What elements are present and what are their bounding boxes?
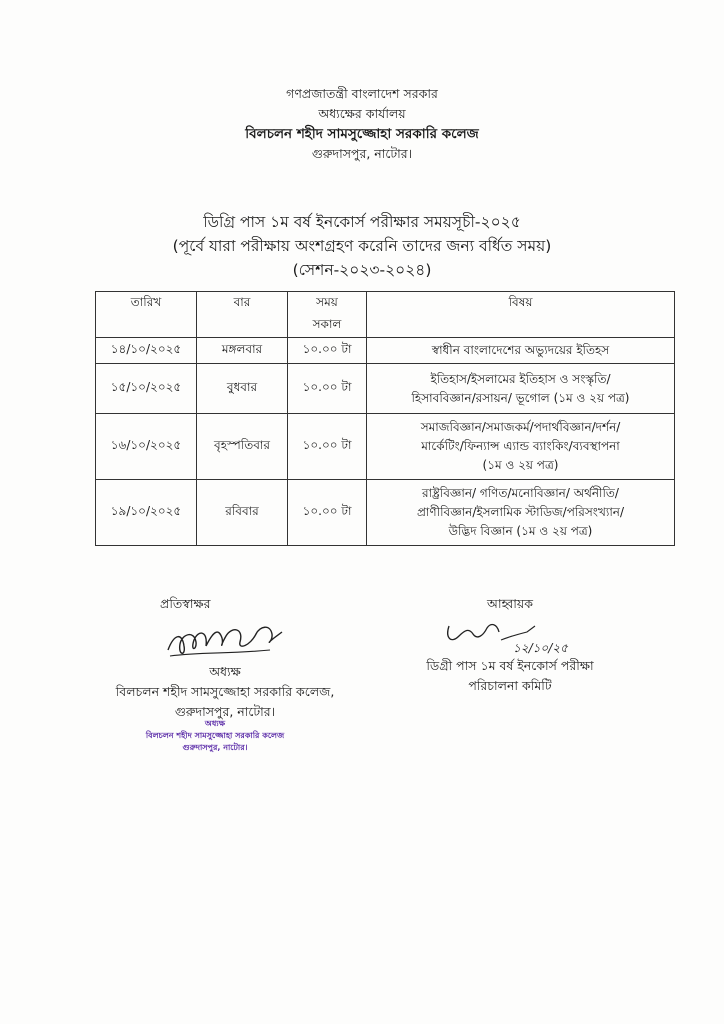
header-time xyxy=(288,292,367,338)
row-time: ১০.০০ টা xyxy=(288,480,367,546)
subject-line: ইতিহাস/ইসলামের ইতিহাস ও সংস্কৃতি/ xyxy=(430,371,611,386)
notice-subtitle: (পূর্বে যারা পরীক্ষায় অংশগ্রহণ করেনি তাদের জন্য বর্ধিত সময়) xyxy=(172,237,552,255)
countersign-block xyxy=(95,594,355,722)
header-day: বার xyxy=(197,292,288,338)
row-date: ১৪/১০/২০২৫ xyxy=(96,338,197,364)
college-address: গুরুদাসপুর, নাটোর। xyxy=(311,146,413,161)
convener-label: আহ্বায়ক xyxy=(487,596,533,611)
row-day: মঙ্গলবার xyxy=(197,338,288,364)
convener-block xyxy=(390,594,630,696)
principal-title: অধ্যক্ষ xyxy=(209,664,241,679)
government-line: গণপ্রজাতন্ত্রী বাংলাদেশ সরকার xyxy=(286,86,438,101)
table-row xyxy=(96,338,675,364)
row-day: বৃহস্পতিবার xyxy=(197,414,288,480)
letterhead xyxy=(0,84,724,164)
header-date: তারিখ xyxy=(96,292,197,338)
row-date: ১৫/১০/২০২৫ xyxy=(96,364,197,414)
subject-line: সমাজবিজ্ঞান/সমাজকর্ম/পদার্থবিজ্ঞান/দর্শন/ xyxy=(420,420,621,434)
subject-line: রাষ্ট্রবিজ্ঞান/ গণিত/মনোবিজ্ঞান/ অর্থনীতি/ xyxy=(422,486,619,500)
subject-line: হিসাববিজ্ঞান/রসায়ন/ ভূগোল (১ম ও ২য় পত্র) xyxy=(411,390,630,405)
row-date: ১৯/১০/২০২৫ xyxy=(96,480,197,546)
convener-signature-date: ১২/১০/২৫ xyxy=(513,641,568,655)
row-time: ১০.০০ টা xyxy=(288,338,367,364)
row-subject xyxy=(367,364,675,414)
table-row xyxy=(96,364,675,414)
office-stamp xyxy=(140,718,290,754)
office-line: অধ্যক্ষের কার্যালয় xyxy=(318,106,406,121)
subject-line: উদ্ভিদ বিজ্ঞান (১ম ও ২য় পত্র) xyxy=(448,524,593,538)
header-subject: বিষয় xyxy=(367,292,675,338)
subject-line: প্রাণীবিজ্ঞান/ইসলামিক স্টাডিজ/পরিসংখ্যান/ xyxy=(416,505,625,519)
row-date: ১৬/১০/২০২৫ xyxy=(96,414,197,480)
row-subject xyxy=(367,480,675,546)
convener-signature xyxy=(435,614,585,656)
header-time-sub: সকাল xyxy=(312,317,342,331)
stamp-address: গুরুদাসপুর, নাটোর। xyxy=(182,743,248,752)
stamp-title: অধ্যক্ষ xyxy=(204,719,226,728)
subject-line: স্বাধীন বাংলাদেশের অভ্যুদয়ের ইতিহস xyxy=(431,343,610,357)
table-row xyxy=(96,414,675,480)
session-line: (সেশন-২০২৩-২০২৪) xyxy=(292,261,432,279)
row-time: ১০.০০ টা xyxy=(288,364,367,414)
principal-signature xyxy=(160,616,290,662)
subject-line: মার্কেটিং/ফিন্যান্স এ্যান্ড ব্যাংকিং/ব্যবস্থাপনা xyxy=(421,439,620,453)
header-time-label: সময় xyxy=(316,295,338,309)
notice-titles xyxy=(0,210,724,282)
row-day: বুধবার xyxy=(197,364,288,414)
notice-title: ডিগ্রি পাস ১ম বর্ষ ইনকোর্স পরীক্ষার সময়সূচী-২০২৫ xyxy=(203,213,521,231)
row-time: ১০.০০ টা xyxy=(288,414,367,480)
principal-org: বিলচলন শহীদ সামসুজ্জোহা সরকারি কলেজ, xyxy=(115,684,335,699)
table-header-row xyxy=(96,292,675,338)
stamp-org: বিলচলন শহীদ সামসুজ্জোহা সরকারি কলেজ xyxy=(145,731,285,740)
convener-line2: পরিচালনা কমিটি xyxy=(468,678,552,693)
convener-line1: ডিগ্রী পাস ১ম বর্ষ ইনকোর্স পরীক্ষা xyxy=(426,658,594,673)
countersign-label: প্রতিস্বাক্ষর xyxy=(160,596,211,611)
principal-address: গুরুদাসপুর, নাটোর। xyxy=(174,704,276,719)
row-subject xyxy=(367,414,675,480)
table-row xyxy=(96,480,675,546)
row-subject xyxy=(367,338,675,364)
exam-schedule-table xyxy=(95,291,675,546)
row-day: রবিবার xyxy=(197,480,288,546)
subject-line: (১ম ও ২য় পত্র) xyxy=(482,458,559,472)
college-name: বিলচলন শহীদ সামসুজ্জোহা সরকারি কলেজ xyxy=(245,126,479,142)
